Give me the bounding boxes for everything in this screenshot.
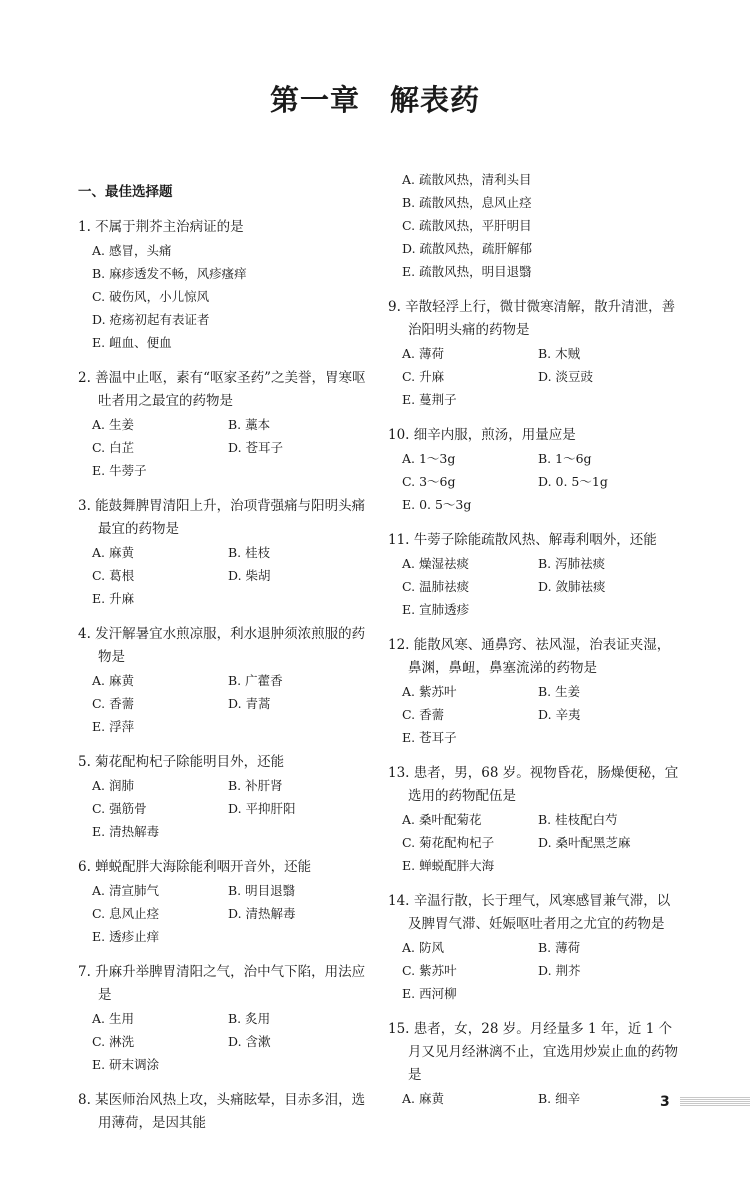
question — [388, 1018, 680, 1110]
answer-option: D. 含漱 — [228, 1034, 271, 1049]
question-stem: 10. 细辛内服，煎汤，用量应是 — [388, 427, 576, 443]
option-row — [402, 342, 680, 365]
answer-option: E. 宣肺透疹 — [402, 602, 470, 617]
option-row — [92, 879, 370, 902]
option-row — [92, 715, 370, 738]
answer-option: D. 平抑肝阳 — [228, 801, 296, 816]
answer-option: A. 防风 — [402, 940, 444, 955]
answer-option: A. 燥湿祛痰 — [402, 556, 469, 571]
option-row — [92, 459, 370, 482]
option-row — [402, 214, 680, 237]
answer-option: D. 苍耳子 — [228, 440, 284, 455]
answer-option: D. 辛夷 — [538, 707, 581, 722]
answer-option: B. 藁本 — [228, 417, 271, 432]
answer-option: A. 薄荷 — [402, 346, 444, 361]
answer-option: E. 升麻 — [92, 591, 135, 606]
answer-option: E. 研末调涂 — [92, 1057, 160, 1072]
question — [388, 890, 680, 1005]
option-row — [92, 774, 370, 797]
answer-option: C. 息风止痉 — [92, 906, 160, 921]
question — [78, 623, 370, 738]
option-list — [388, 808, 680, 877]
option-row — [92, 587, 370, 610]
answer-option: C. 葛根 — [92, 568, 135, 583]
answer-option: B. 木贼 — [538, 346, 581, 361]
option-row — [92, 1030, 370, 1053]
answer-option: C. 紫苏叶 — [402, 963, 457, 978]
right-question-list — [388, 168, 680, 1110]
question-stem: 6. 蝉蜕配胖大海除能利咽开音外，还能 — [78, 859, 312, 875]
option-row — [402, 493, 680, 516]
option-row — [402, 447, 680, 470]
answer-option: E. 蝉蜕配胖大海 — [402, 858, 495, 873]
question — [78, 1089, 370, 1135]
option-row — [92, 285, 370, 308]
option-list — [388, 936, 680, 1005]
option-row — [402, 365, 680, 388]
option-list — [388, 552, 680, 621]
option-row — [92, 541, 370, 564]
answer-option: C. 淋洗 — [92, 1034, 135, 1049]
answer-option: A. 1～3g — [402, 451, 456, 466]
answer-option: E. 清热解毒 — [92, 824, 160, 839]
answer-option: E. 0. 5～3g — [402, 497, 472, 512]
question-stem: 7. 升麻升举脾胃清阳之气，治中气下陷，用法应是 — [78, 964, 366, 1003]
answer-option: C. 疏散风热，平肝明目 — [402, 218, 532, 233]
answer-option: D. 疏散风热，疏肝解郁 — [402, 241, 533, 256]
option-row — [402, 191, 680, 214]
question — [78, 751, 370, 843]
answer-option: A. 紫苏叶 — [402, 684, 457, 699]
answer-option: A. 疏散风热，清利头目 — [402, 172, 532, 187]
answer-option: B. 疏散风热，息风止痉 — [402, 195, 532, 210]
question — [388, 424, 680, 516]
option-list — [78, 413, 370, 482]
answer-option: C. 香薷 — [402, 707, 445, 722]
question-stem: 4. 发汗解暑宜水煎凉服，利水退肿须浓煎服的药物是 — [78, 626, 366, 665]
answer-option: B. 桂枝 — [228, 545, 271, 560]
answer-option: C. 破伤风，小儿惊风 — [92, 289, 210, 304]
question-stem: 15. 患者，女，28 岁。月经量多 1 年，近 1 个月又见月经淋漓不止，宜选用炒炭止血的药物是 — [388, 1021, 678, 1083]
answer-option: A. 润肺 — [92, 778, 134, 793]
question — [78, 856, 370, 948]
page-number: 3 — [660, 1094, 670, 1110]
question-stem: 11. 牛蒡子除能疏散风热、解毒利咽外，还能 — [388, 532, 657, 548]
option-row — [92, 797, 370, 820]
answer-option: B. 麻疹透发不畅，风疹瘙痒 — [92, 266, 247, 281]
option-row — [92, 262, 370, 285]
option-row — [92, 436, 370, 459]
option-row — [92, 331, 370, 354]
answer-option: D. 清热解毒 — [228, 906, 296, 921]
answer-option: C. 强筋骨 — [92, 801, 147, 816]
question — [78, 216, 370, 354]
option-list — [78, 879, 370, 948]
option-row — [402, 680, 680, 703]
question-stem: 14. 辛温行散，长于理气，风寒感冒兼气滞，以及脾胃气滞、妊娠呕吐者用之尤宜的药物是 — [388, 893, 671, 932]
option-row — [402, 831, 680, 854]
answer-option: E. 衄血、便血 — [92, 335, 172, 350]
option-row — [92, 1007, 370, 1030]
option-row — [402, 703, 680, 726]
option-row — [402, 260, 680, 283]
question — [78, 961, 370, 1076]
answer-option: C. 香薷 — [92, 696, 135, 711]
option-list — [78, 669, 370, 738]
answer-option: E. 西河柳 — [402, 986, 457, 1001]
option-list — [78, 541, 370, 610]
answer-option: C. 3～6g — [402, 474, 456, 489]
answer-option: C. 温肺祛痰 — [402, 579, 470, 594]
option-row — [92, 1053, 370, 1076]
answer-option: B. 泻肺祛痰 — [538, 556, 606, 571]
option-row — [402, 854, 680, 877]
option-row — [402, 237, 680, 260]
option-row — [402, 1087, 680, 1110]
question-stem: 2. 善温中止呕，素有“呕家圣药”之美誉，胃寒呕吐者用之最宜的药物是 — [78, 370, 366, 409]
option-row — [402, 168, 680, 191]
option-row — [92, 413, 370, 436]
answer-option: E. 牛蒡子 — [92, 463, 147, 478]
answer-option: E. 蔓荆子 — [402, 392, 457, 407]
question — [388, 529, 680, 621]
answer-option: B. 桂枝配白芍 — [538, 812, 618, 827]
option-row — [402, 388, 680, 411]
answer-option: D. 青蒿 — [228, 696, 271, 711]
option-row — [92, 692, 370, 715]
option-row — [402, 726, 680, 749]
answer-option: D. 桑叶配黑芝麻 — [538, 835, 631, 850]
answer-option: B. 炙用 — [228, 1011, 271, 1026]
option-row — [402, 552, 680, 575]
question — [388, 634, 680, 749]
option-row — [402, 808, 680, 831]
option-list — [388, 1087, 680, 1110]
left-column — [78, 168, 370, 1148]
option-list — [388, 342, 680, 411]
answer-option: E. 浮萍 — [92, 719, 135, 734]
option-row — [402, 936, 680, 959]
answer-option: A. 感冒，头痛 — [92, 243, 172, 258]
option-row — [402, 982, 680, 1005]
option-row — [92, 564, 370, 587]
answer-option: D. 敛肺祛痰 — [538, 579, 606, 594]
question-stem: 3. 能鼓舞脾胃清阳上升，治项背强痛与阳明头痛最宜的药物是 — [78, 498, 366, 537]
answer-option: A. 麻黄 — [92, 673, 134, 688]
option-row — [92, 239, 370, 262]
page-footer-bar — [680, 1097, 750, 1107]
option-row — [92, 902, 370, 925]
option-row — [402, 598, 680, 621]
chapter-title: 第一章 解表药 — [269, 83, 480, 117]
answer-option: D. 淡豆豉 — [538, 369, 594, 384]
answer-option: C. 升麻 — [402, 369, 445, 384]
question-stem: 8. 某医师治风热上攻，头痛眩晕，目赤多泪，选用薄荷，是因其能 — [78, 1092, 366, 1131]
option-list — [388, 168, 680, 283]
answer-option: D. 荆芥 — [538, 963, 581, 978]
answer-option: E. 疏散风热，明目退翳 — [402, 264, 532, 279]
question-stem: 5. 菊花配枸杞子除能明目外，还能 — [78, 754, 285, 770]
answer-option: A. 清宣肺气 — [92, 883, 159, 898]
answer-option: C. 菊花配枸杞子 — [402, 835, 495, 850]
answer-option: A. 生用 — [92, 1011, 134, 1026]
answer-option: D. 柴胡 — [228, 568, 271, 583]
answer-option: E. 透疹止痒 — [92, 929, 160, 944]
question-stem: 1. 不属于荆芥主治病证的是 — [78, 219, 244, 235]
option-row — [402, 470, 680, 493]
question — [78, 367, 370, 482]
option-row — [92, 669, 370, 692]
option-list — [78, 1007, 370, 1076]
question — [78, 495, 370, 610]
option-row — [92, 925, 370, 948]
option-list — [78, 239, 370, 354]
option-row — [92, 820, 370, 843]
question — [388, 296, 680, 411]
option-row — [92, 308, 370, 331]
option-row — [402, 959, 680, 982]
answer-option: A. 生姜 — [92, 417, 134, 432]
answer-option: B. 1～6g — [538, 451, 592, 466]
question-stem: 13. 患者，男，68 岁。视物昏花，肠燥便秘，宜选用的药物配伍是 — [388, 765, 679, 804]
option-list — [388, 447, 680, 516]
question-stem: 9. 辛散轻浮上行，微甘微寒清解，散升清泄，善治阳明头痛的药物是 — [388, 299, 676, 338]
option-list — [78, 774, 370, 843]
answer-option: B. 补肝肾 — [228, 778, 283, 793]
question — [388, 762, 680, 877]
answer-option: B. 细辛 — [538, 1091, 581, 1106]
section-heading: 一、最佳选择题 — [78, 184, 173, 200]
option-row — [402, 575, 680, 598]
left-question-list — [78, 216, 370, 1135]
answer-option: D. 0. 5～1g — [538, 474, 608, 489]
question-stem: 12. 能散风寒、通鼻窍、祛风湿，治表证夹湿，鼻渊，鼻衄，鼻塞流涕的药物是 — [388, 637, 671, 676]
answer-option: B. 明目退翳 — [228, 883, 296, 898]
question — [388, 168, 680, 283]
answer-option: C. 白芷 — [92, 440, 135, 455]
answer-option: A. 麻黄 — [402, 1091, 444, 1106]
answer-option: B. 薄荷 — [538, 940, 581, 955]
answer-option: B. 生姜 — [538, 684, 581, 699]
answer-option: A. 麻黄 — [92, 545, 134, 560]
answer-option: E. 苍耳子 — [402, 730, 457, 745]
answer-option: A. 桑叶配菊花 — [402, 812, 482, 827]
right-column — [388, 168, 680, 1123]
option-list — [388, 680, 680, 749]
answer-option: D. 疮疡初起有表证者 — [92, 312, 210, 327]
answer-option: B. 广藿香 — [228, 673, 283, 688]
